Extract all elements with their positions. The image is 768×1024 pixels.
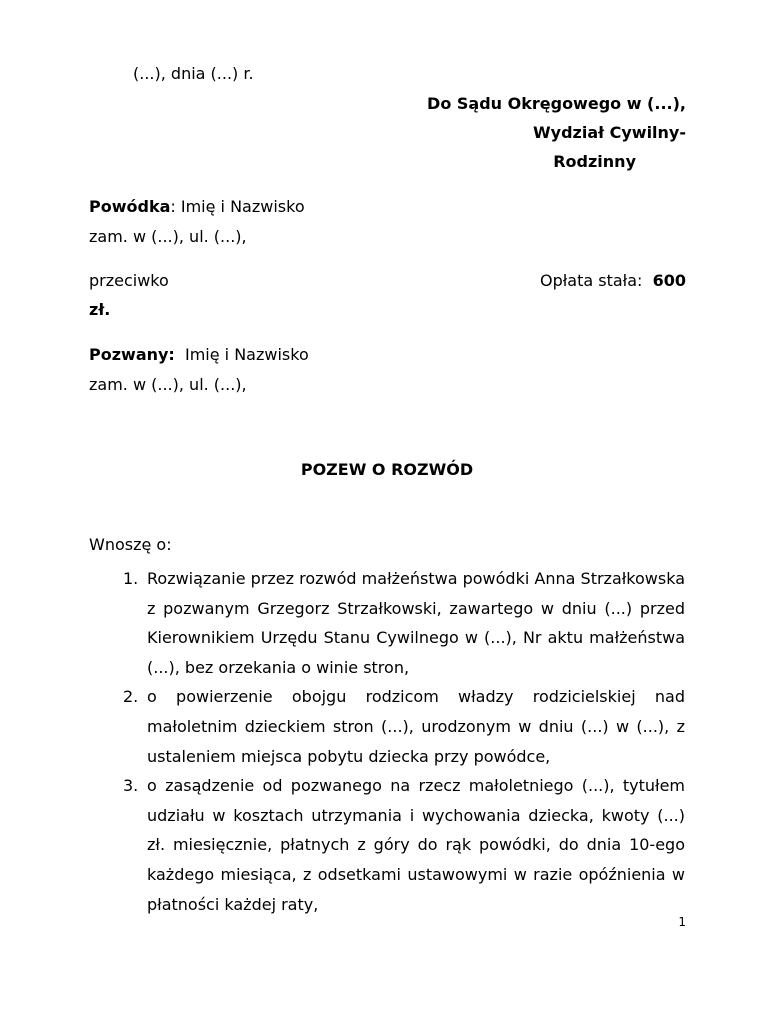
fee-label: Opłata stała: (540, 271, 643, 290)
versus-text: przeciwko (89, 271, 169, 290)
claim-text: o powierzenie obojgu rodzicom władzy rodzicielskiej nad małoletnim dzieckiem stron (...), urodzonym w dniu (...) w (...), z ustaleniem miejsca pobytu dziecka przy powódce, (147, 687, 685, 766)
fee-line (400, 271, 686, 291)
claim-item (89, 564, 685, 682)
claims-intro: Wnoszę o: (89, 535, 172, 554)
claim-text: o zasądzenie od pozwanego na rzecz małoletniego (...), tytułem udziału w kosztach utrzymania i wychowania dziecka, kwoty (...) zł. miesięcznie, płatnych z góry do rąk powódki, do dnia 10-ego każdego miesiąca, z odsetkami ustawowymi w razie opóźnienia w płatności każdej raty, (147, 776, 685, 914)
claim-item (89, 682, 685, 771)
court-name-line1: Do Sądu Okręgowego w (...), (427, 94, 686, 113)
defendant-label: Pozwany: (89, 345, 175, 364)
plaintiff-address: zam. w (...), ul. (...), (89, 227, 247, 246)
claim-text: Rozwiązanie przez rozwód małżeństwa powódki Anna Strzałkowska z pozwanym Grzegorz Strzałkowski, zawartego w dniu (...) przed Kierownikiem Urzędu Stanu Cywilnego w (...), Nr aktu małżeństwa (...), bez orzekania o winie stron, (147, 569, 685, 677)
defendant-name: Imię i Nazwisko (185, 345, 309, 364)
document-title: POZEW O ROZWÓD (300, 460, 474, 479)
page-number: 1 (678, 915, 686, 929)
claim-item (89, 771, 685, 919)
claim-number: 1. (123, 569, 139, 588)
defendant-address: zam. w (...), ul. (...), (89, 375, 247, 394)
plaintiff-label: Powódka (89, 197, 171, 216)
claims-list (89, 564, 685, 919)
defendant-line (89, 345, 309, 365)
court-name-line2: Wydział Cywilny- (532, 123, 686, 142)
fee-currency: zł. (89, 300, 111, 319)
claim-number: 3. (123, 776, 139, 796)
plaintiff-name: : Imię i Nazwisko (170, 197, 305, 216)
plaintiff-line (89, 197, 305, 217)
court-name-line3: Rodzinny (553, 152, 636, 171)
claim-number: 2. (123, 687, 139, 707)
claims-section (89, 535, 685, 919)
fee-amount: 600 (652, 271, 686, 290)
place-date: (...), dnia (...) r. (133, 64, 254, 83)
